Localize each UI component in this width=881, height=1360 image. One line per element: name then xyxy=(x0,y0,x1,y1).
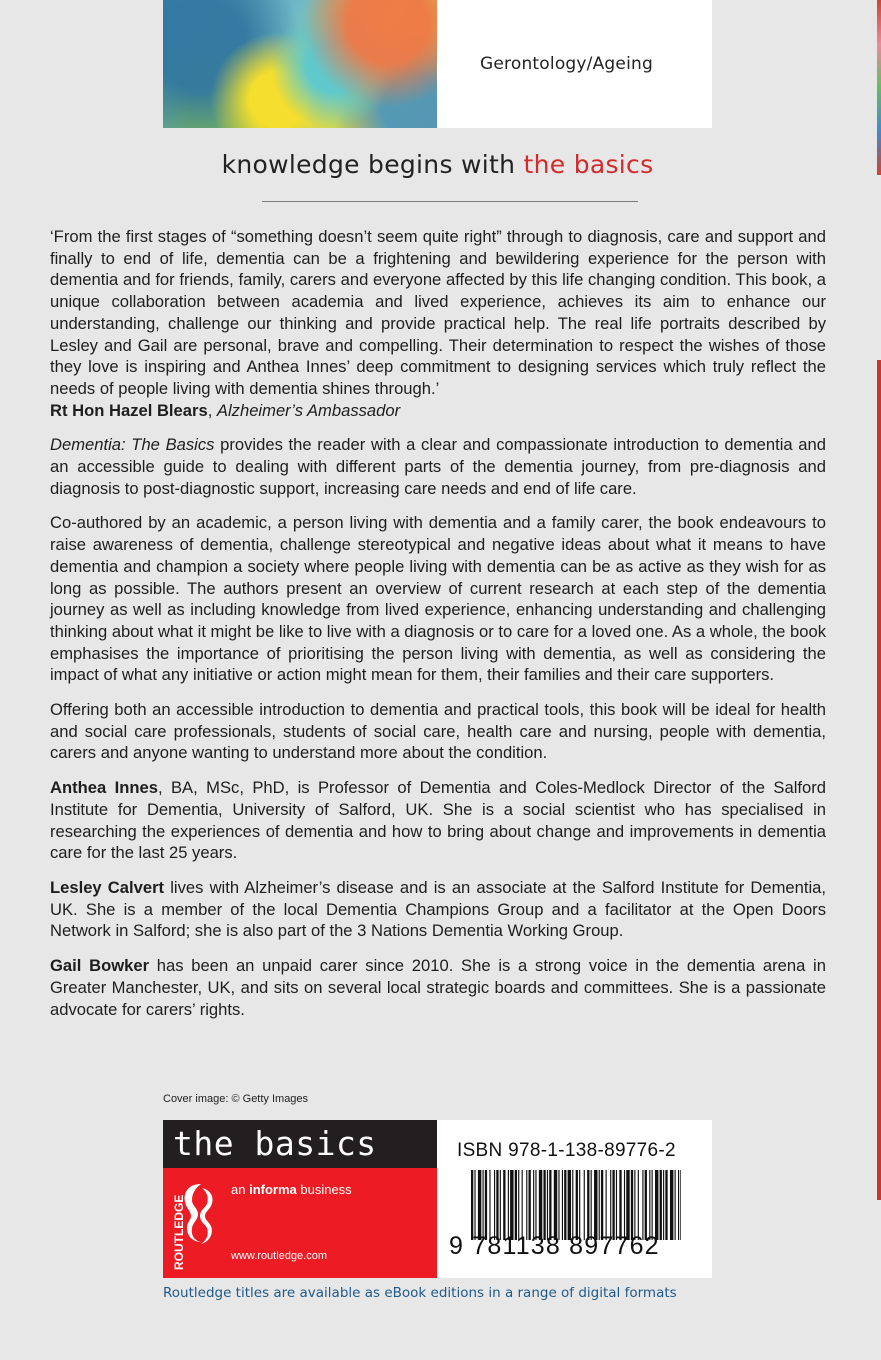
barcode-bar xyxy=(489,1170,490,1240)
barcode-bar xyxy=(549,1170,551,1240)
barcode-bar xyxy=(626,1170,629,1240)
informa-bold: informa xyxy=(249,1182,297,1197)
book-title: Dementia: The Basics xyxy=(50,435,215,455)
barcode-bar xyxy=(591,1170,592,1240)
spine-edge-red xyxy=(877,360,881,1200)
barcode-bar xyxy=(543,1170,545,1240)
barcode-bar xyxy=(535,1170,536,1240)
barcode-bar xyxy=(645,1170,647,1240)
barcode-bar xyxy=(680,1170,681,1240)
barcode-bar xyxy=(526,1170,527,1240)
barcode-bar xyxy=(529,1170,531,1240)
barcode-bar xyxy=(522,1170,523,1240)
barcode-bar xyxy=(483,1170,484,1240)
quote-author: Rt Hon Hazel Blears xyxy=(50,400,208,420)
author-bio-text: lives with Alzheimer’s disease and is an associate at the Salford Institute for Dementia, UK. She is a member of the local Dementia Champions Group and a facilitator at the Open Doors Network in Salford; she is also part of the 3 Nations Dementia Working Group. xyxy=(50,877,826,941)
barcode-bar xyxy=(624,1170,625,1240)
quote-author-role: Alzheimer’s Ambassador xyxy=(216,400,401,420)
barcode-bar xyxy=(510,1170,513,1240)
barcode-bar xyxy=(554,1170,557,1240)
barcode-bar xyxy=(584,1170,585,1240)
series-tagline xyxy=(0,150,875,179)
barcode-bar xyxy=(572,1170,573,1240)
author-bio xyxy=(50,777,826,864)
cover-artwork xyxy=(163,0,437,128)
barcode-bar xyxy=(518,1170,519,1240)
barcode-bar xyxy=(471,1170,473,1240)
barcode-bar xyxy=(564,1170,566,1240)
series-title-bar xyxy=(163,1120,437,1168)
publisher-url: www.routledge.com xyxy=(231,1250,327,1262)
routledge-logo-icon xyxy=(171,1180,223,1272)
barcode-bar xyxy=(670,1170,673,1240)
barcode-bar xyxy=(478,1170,481,1240)
barcode-bar xyxy=(562,1170,563,1240)
barcode-bar xyxy=(496,1170,498,1240)
barcode-bar xyxy=(675,1170,676,1240)
author-bio xyxy=(50,955,826,1020)
barcode-bar xyxy=(558,1170,559,1240)
barcode-bar xyxy=(508,1170,509,1240)
category-label: Gerontology/Ageing xyxy=(480,54,653,74)
barcode-bar xyxy=(642,1170,643,1240)
barcode-bar xyxy=(515,1170,517,1240)
barcode-bar xyxy=(599,1170,600,1240)
barcode-bar xyxy=(638,1170,639,1240)
barcode-bar xyxy=(655,1170,658,1240)
barcode-bar xyxy=(576,1170,578,1240)
barcode-bar xyxy=(503,1170,505,1240)
barcode-bar xyxy=(649,1170,650,1240)
barcode-bar xyxy=(665,1170,667,1240)
intro-text: provides the reader with a clear and compassionate introduction to dementia and an accessible guide to dealing with different parts of the dementia journey, from pre-diagnosis and diagnosis to post-diagnostic support, increasing care needs and end of life care. xyxy=(50,435,826,498)
divider-rule xyxy=(262,201,638,202)
informa-tagline xyxy=(231,1182,352,1197)
quote-text: ‘From the first stages of “something doesn’t seem quite right” through to diagnosis, care and support and finally to end of life, dementia can be a frightening and bewildering experience for the person with dementia and for friends, family, carers and everyone affected by this life changing condition. This book, a unique collaboration between academia and lived experience, achieves its aim to enhance our understanding, challenge our thinking and provide practical help. The real life portraits described by Lesley and Gail are personal, brave and compelling. Their determination to respect the wishes of those they love is inspiring and Anthea Innes’ deep commitment to designing services which truly reflect the needs of people living with dementia shines through.’ xyxy=(50,227,826,398)
author-name: Anthea Innes xyxy=(50,778,158,798)
barcode-bar xyxy=(612,1170,614,1240)
barcode-bar xyxy=(587,1170,589,1240)
barcode-bar xyxy=(606,1170,607,1240)
informa-prefix: an xyxy=(231,1182,250,1197)
description-paragraph-2: Co-authored by an academic, a person living with dementia and a family carer, the book endeavours to raise awareness of dementia, challenge stereotypical and negative ideas about what it means to have dementia and champion a society where people living with dementia can be as active as they wish for as long as possible. The authors present an overview of current research at each step of the dementia journey as well as including knowledge from lived experience, enhancing understanding and challenging thinking about what it might be like to live with a diagnosis or to care for a loved one. As a whole, the book emphasises the importance of prioritising the person living with dementia, as well as considering the impact of what any initiative or action might mean for them, their families and their care supporters. xyxy=(50,513,826,685)
barcode-bar xyxy=(652,1170,653,1240)
cover-credit: Cover image: © Getty Images xyxy=(163,1093,309,1105)
barcode-bar xyxy=(547,1170,548,1240)
barcode-bar xyxy=(619,1170,621,1240)
barcode-bar xyxy=(594,1170,597,1240)
author-name: Lesley Calvert xyxy=(50,877,165,897)
series-title: the basics xyxy=(173,1124,377,1163)
barcode-bar xyxy=(533,1170,534,1240)
author-bio-text: , BA, MSc, PhD, is Professor of Dementia and Coles-Medlock Director of the Salford Institute for Dementia, University of Salford, UK. She is a social scientist who has specialised in researching the experiences of dementia and how to bring about change and improvements in dementia care for the last 25 years. xyxy=(50,778,826,863)
author-bio xyxy=(50,877,826,942)
quote-attribution: Rt Hon Hazel Blears, Alzheimer’s Ambassador xyxy=(50,400,401,420)
blurb xyxy=(50,226,826,1033)
barcode-bar xyxy=(485,1170,487,1240)
barcode-bar xyxy=(500,1170,501,1240)
isbn-panel xyxy=(437,1120,712,1278)
endorsement-quote xyxy=(50,226,826,421)
barcode-bar xyxy=(568,1170,571,1240)
barcode-bar xyxy=(616,1170,617,1240)
author-bio-text: has been an unpaid carer since 2010. She is a strong voice in the dementia arena in Greater Manchester, UK, and sits on several local strategic boards and committees. She is a passionate advocate for carers’ rights. xyxy=(50,956,826,1019)
barcode-bar xyxy=(660,1170,662,1240)
barcode-bar xyxy=(678,1170,679,1240)
description-paragraph-3: Offering both an accessible introduction to dementia and practical tools, this book will be ideal for health and social care professionals, students of social care, health care and nursing, people with dementia, carers and anyone wanting to understand more about the condition. xyxy=(50,700,826,763)
barcode-bar xyxy=(634,1170,635,1240)
barcode-bar xyxy=(610,1170,611,1240)
series-logo-panel xyxy=(163,1120,437,1278)
barcode-bar xyxy=(601,1170,603,1240)
informa-suffix: business xyxy=(296,1182,352,1197)
spine-edge-color xyxy=(877,0,881,175)
isbn-number: ISBN 978-1-138-89776-2 xyxy=(457,1140,676,1161)
tagline-prefix: knowledge begins with xyxy=(221,150,516,179)
barcode-digits: 9 781138 897762 xyxy=(449,1232,660,1260)
tagline-accent: the basics xyxy=(523,150,654,179)
barcode-bar xyxy=(494,1170,495,1240)
routledge-wordmark: ROUTLEDGE xyxy=(172,1194,186,1270)
barcode-bar xyxy=(663,1170,664,1240)
barcode-bar xyxy=(631,1170,633,1240)
description-intro xyxy=(50,434,826,499)
author-name: Gail Bowker xyxy=(50,956,150,976)
barcode-bar xyxy=(579,1170,580,1240)
ebook-note: Routledge titles are available as eBook editions in a range of digital formats xyxy=(163,1285,677,1301)
barcode-bar xyxy=(539,1170,542,1240)
barcode-bar xyxy=(474,1170,475,1240)
